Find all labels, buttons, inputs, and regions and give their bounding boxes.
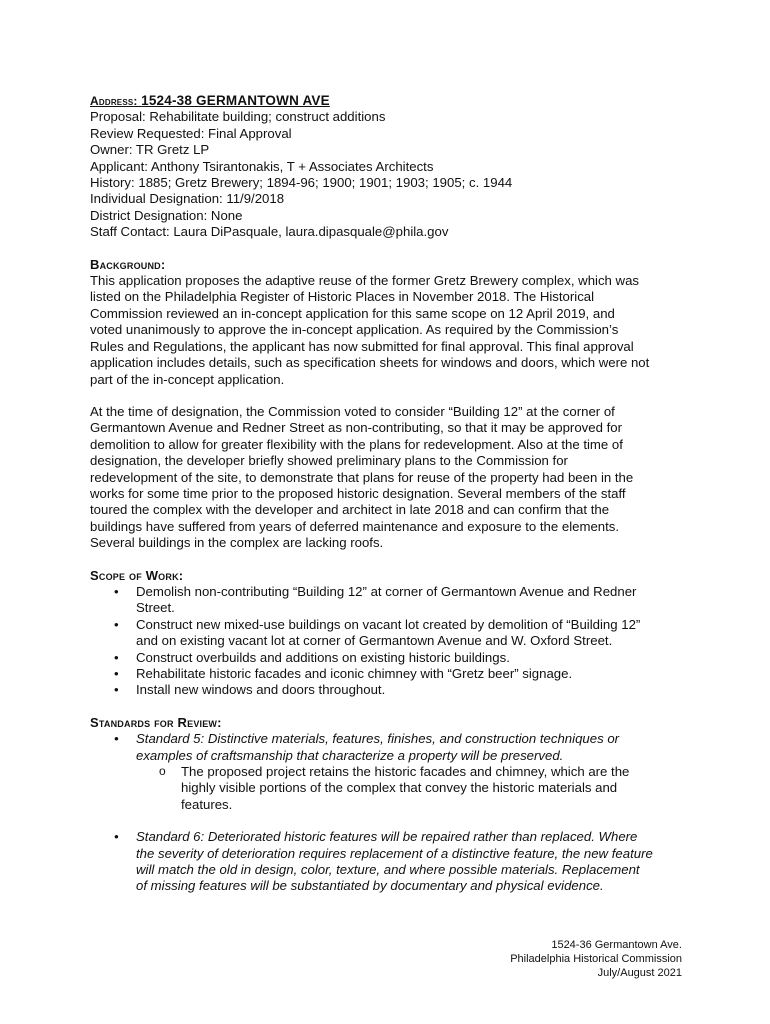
text-line: • Install new windows and doors throughout. xyxy=(136,682,386,698)
text-line: the severity of deterioration requires replacement of a distinctive feature, the new feature xyxy=(136,845,653,861)
text-line: highly visible portions of the complex that convey the historic materials and xyxy=(181,780,618,796)
list-item xyxy=(90,617,690,650)
text-line: works for some time prior to the proposed historic designation. Several members of the staff xyxy=(90,485,626,501)
background-heading: Background: xyxy=(90,256,166,272)
address-label: Address xyxy=(90,94,134,108)
standard-5-finding xyxy=(90,764,690,813)
text-line: of missing features will be substantiated by documentary and physical evidence. xyxy=(136,878,604,894)
text-line: buildings have suffered from years of deferred maintenance and exposure to the elements. xyxy=(90,518,620,534)
text-line: part of the in-concept application. xyxy=(90,371,285,387)
text-line: This application proposes the adaptive reuse of the former Gretz Brewery complex, which was xyxy=(90,273,640,289)
text-line: • Standard 5: Distinctive materials, features, finishes, and construction techniques or xyxy=(136,731,620,747)
text-line: Commission reviewed an in-concept application for this same scope on 12 April 2019, and xyxy=(90,305,615,321)
footer-organization: Philadelphia Historical Commission xyxy=(510,953,682,965)
scope-list xyxy=(90,584,690,699)
scope-heading: Scope of Work: xyxy=(90,567,184,583)
text-line: Several buildings in the complex are lacking roofs. xyxy=(90,535,384,551)
list-item xyxy=(90,666,690,682)
text-line: • Standard 6: Deteriorated historic features will be repaired rather than replaced. Where xyxy=(136,829,638,845)
text-line: • Demolish non-contributing “Building 12” at corner of Germantown Avenue and Redner xyxy=(136,583,637,599)
text-line: • Construct overbuilds and additions on existing historic buildings. xyxy=(136,649,510,665)
detail-individual-designation: Individual Designation: 11/9/2018 xyxy=(90,191,285,207)
detail-history: History: 1885; Gretz Brewery; 1894-96; 1900; 1901; 1903; 1905; c. 1944 xyxy=(90,175,513,191)
standards-heading: Standards for Review: xyxy=(90,714,222,730)
text-line: Germantown Avenue and Redner Street as non-contributing, so that it may be approved for xyxy=(90,420,622,436)
address-heading: Address: 1524-38 GERMANTOWN AVE xyxy=(90,93,330,108)
list-item xyxy=(90,584,690,617)
list-item xyxy=(90,682,690,698)
detail-proposal: Proposal: Rehabilitate building; construct additions xyxy=(90,109,386,125)
text-line: designation, the developer briefly showed preliminary plans to the Commission for xyxy=(90,453,568,469)
text-line: examples of craftsmanship that characterize a property will be preserved. xyxy=(136,747,564,763)
text-line: toured the complex with the developer and architect in late 2018 and can confirm that the xyxy=(90,502,610,518)
footer-address: 1524-36 Germantown Ave. xyxy=(551,939,682,951)
text-line: o The proposed project retains the historic facades and chimney, which are the xyxy=(181,764,630,780)
text-line: features. xyxy=(181,796,233,812)
footer-date: July/August 2021 xyxy=(597,967,682,979)
text-line: demolition to allow for greater flexibility with the plans for redevelopment. Also at the time of xyxy=(90,436,623,452)
background-paragraph-1 xyxy=(90,273,690,388)
text-line: • Construct new mixed-use buildings on vacant lot created by demolition of “Building 12” xyxy=(136,616,641,632)
detail-applicant: Applicant: Anthony Tsirantonakis, T + Associates Architects xyxy=(90,158,434,174)
text-line: application includes details, such as specification sheets for windows and doors, which were not xyxy=(90,355,650,371)
detail-review: Review Requested: Final Approval xyxy=(90,125,292,141)
standards-list-continued xyxy=(90,829,690,895)
document-page xyxy=(90,93,690,895)
text-line: voted unanimously to approve the in-concept application. As required by the Commission’s xyxy=(90,322,619,338)
list-item xyxy=(90,650,690,666)
details-block xyxy=(90,109,690,240)
standard-6 xyxy=(90,829,690,895)
address-value: 1524-38 GERMANTOWN AVE xyxy=(141,93,330,108)
text-line: Rules and Regulations, the applicant has now submitted for final approval. This final approval xyxy=(90,338,634,354)
detail-staff-contact: Staff Contact: Laura DiPasquale, laura.dipasquale@phila.gov xyxy=(90,224,449,240)
text-line: redevelopment of the site, to demonstrate that plans for reuse of the property had been in the xyxy=(90,469,634,485)
standard-5 xyxy=(90,731,690,764)
text-line: At the time of designation, the Commission voted to consider “Building 12” at the corner of xyxy=(90,403,615,419)
detail-district-designation: District Designation: None xyxy=(90,207,243,223)
background-paragraph-2 xyxy=(90,404,690,552)
text-line: and on existing vacant lot at corner of Germantown Avenue and W. Oxford Street. xyxy=(136,633,613,649)
text-line: • Rehabilitate historic facades and iconic chimney with “Gretz beer” signage. xyxy=(136,666,573,681)
page-footer xyxy=(510,938,682,980)
text-line: will match the old in design, color, texture, and where possible materials. Replacement xyxy=(136,862,640,878)
text-line: listed on the Philadelphia Register of Historic Places in November 2018. The Historical xyxy=(90,289,595,305)
standards-list xyxy=(90,731,690,813)
text-line: Street. xyxy=(136,600,175,616)
detail-owner: Owner: TR Gretz LP xyxy=(90,142,210,158)
